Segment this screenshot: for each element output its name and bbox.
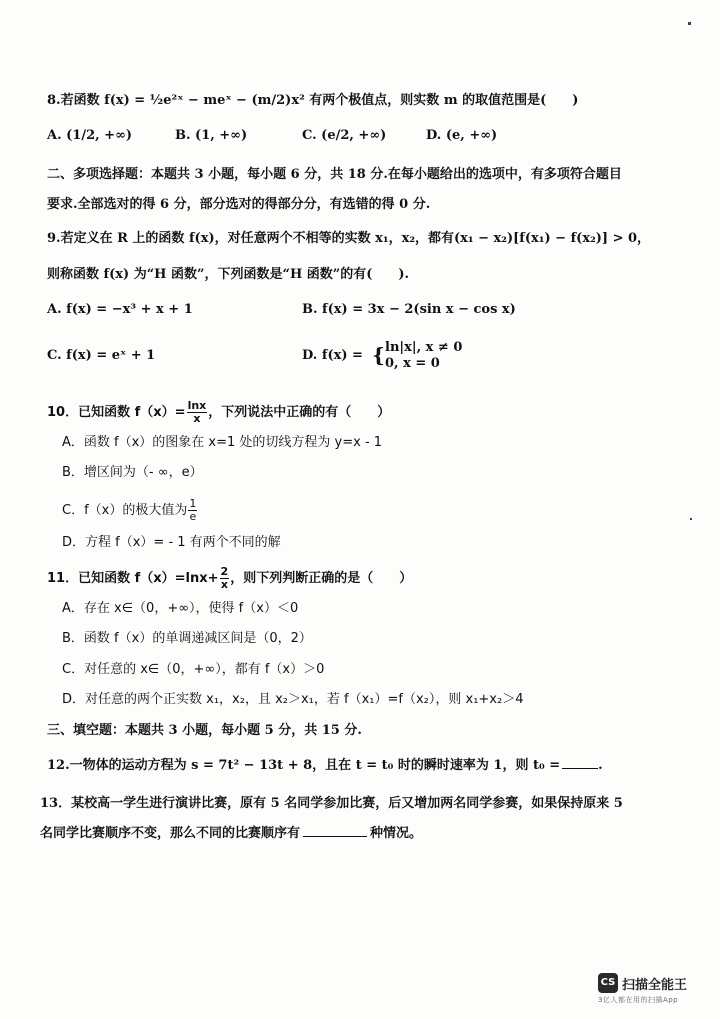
q10-stem-suffix: ，下列说法中正确的有（ ） xyxy=(208,405,391,420)
q13-line1: 13．某校高一学生进行演讲比赛，原有 5 名同学参加比赛，后又增加两名同学参赛，如果保持原来 5 xyxy=(40,796,623,811)
q11-fraction xyxy=(220,566,230,591)
q13-answer-blank[interactable] xyxy=(303,836,367,837)
q9-option-d-prefix: D. f(x) = xyxy=(302,348,363,363)
camscanner-name: 扫描全能王 xyxy=(622,978,688,993)
q10-option-c-fraction xyxy=(188,498,197,523)
q10-option-d: D．方程 f（x）= - 1 有两个不同的解 xyxy=(62,535,281,550)
q10-fraction xyxy=(187,400,208,425)
q13-line2-prefix: 名同学比赛顺序不变，那么不同的比赛顺序有 xyxy=(40,826,301,841)
q11-stem-suffix: ，则下列判断正确的是（ ） xyxy=(230,571,413,586)
section2-line2: 要求.全部选对的得 6 分，部分选对的得部分分，有选错的得 0 分. xyxy=(47,197,431,212)
camscanner-logo-icon: CS xyxy=(598,973,618,993)
q12-stem-end: . xyxy=(598,758,603,773)
q10-option-c xyxy=(62,498,720,523)
camscanner-tagline: 3亿人都在用的扫描App xyxy=(598,996,679,1004)
q11-stem xyxy=(47,566,720,591)
q12-stem xyxy=(47,757,720,775)
q13-line2-suffix: 种情况。 xyxy=(370,826,423,841)
q10-option-b: B．增区间为（- ∞，e） xyxy=(62,465,203,480)
q11-option-a: A．存在 x∈（0，+∞），使得 f（x）＜0 xyxy=(62,601,299,616)
q11-option-d: D．对任意的两个正实数 x₁，x₂，且 x₂＞x₁，若 f（x₁）=f（x₂），则 x₁+x₂＞4 xyxy=(62,692,524,707)
q8-option-d: D. (e, +∞) xyxy=(426,128,498,143)
q11-fraction-denominator: x xyxy=(220,578,228,591)
q9-stem-line2: 则称函数 f(x) 为“H 函数”，下列函数是“H 函数”的有( ). xyxy=(47,267,410,282)
q8-option-c: C. (e/2, +∞) xyxy=(302,128,387,143)
q10-option-a: A．函数 f（x）的图象在 x=1 处的切线方程为 y=x - 1 xyxy=(62,435,383,450)
q10-option-c-denominator: e xyxy=(189,510,197,523)
q11-stem-prefix: 11．已知函数 f（x）=lnx+ xyxy=(47,571,219,586)
camscanner-watermark xyxy=(598,971,708,1011)
q12-stem-text: 12.一物体的运动方程为 s = 7t² − 13t + 8，且在 t = t₀ 时的瞬时速率为 1，则 t₀ = xyxy=(47,758,561,773)
section3-title: 三、填空题：本题共 3 小题，每小题 5 分，共 15 分. xyxy=(47,723,362,738)
q13-line2 xyxy=(40,825,720,843)
q11-fraction-numerator: 2 xyxy=(220,565,229,578)
q8-stem: 8.若函数 f(x) = ½e²ˣ − meˣ − (m/2)x² 有两个极值点，则实数 m 的取值范围是( ) xyxy=(47,93,579,108)
q9-option-a: A. f(x) = −x³ + x + 1 xyxy=(47,302,193,317)
q12-answer-blank[interactable] xyxy=(562,768,598,769)
section2-line1: 二、多项选择题：本题共 3 小题，每小题 6 分，共 18 分.在每小题给出的选项中，有多项符合题目 xyxy=(47,167,622,182)
q8-option-b: B. (1, +∞) xyxy=(175,128,248,143)
q11-option-b: B．函数 f（x）的单调递减区间是（0，2） xyxy=(62,631,312,646)
scan-speck xyxy=(688,22,691,25)
q9-stem-line1: 9.若定义在 R 上的函数 f(x)，对任意两个不相等的实数 x₁，x₂，都有(x₁ − x₂)[f(x₁) − f(x₂)] > 0， xyxy=(47,231,651,246)
q9-option-d-brace: { xyxy=(372,343,385,367)
q9-option-c: C. f(x) = eˣ + 1 xyxy=(47,348,156,363)
q10-fraction-denominator: x xyxy=(193,412,201,425)
q9-option-b: B. f(x) = 3x − 2(sin x − cos x) xyxy=(302,302,516,317)
q9-option-d-case2: 0, x = 0 xyxy=(385,356,440,371)
q10-option-c-numerator: 1 xyxy=(189,497,197,510)
q10-stem xyxy=(47,400,720,425)
q8-option-a: A. (1/2, +∞) xyxy=(47,128,133,143)
q10-stem-prefix: 10．已知函数 f（x）= xyxy=(47,405,186,420)
q10-option-c-prefix: C．f（x）的极大值为 xyxy=(62,503,188,518)
q10-fraction-numerator: lnx xyxy=(187,399,207,412)
q9-option-d-case1: ln|x|, x ≠ 0 xyxy=(385,340,463,355)
q11-option-c: C．对任意的 x∈（0，+∞），都有 f（x）＞0 xyxy=(62,662,325,677)
scan-speck xyxy=(690,518,692,520)
